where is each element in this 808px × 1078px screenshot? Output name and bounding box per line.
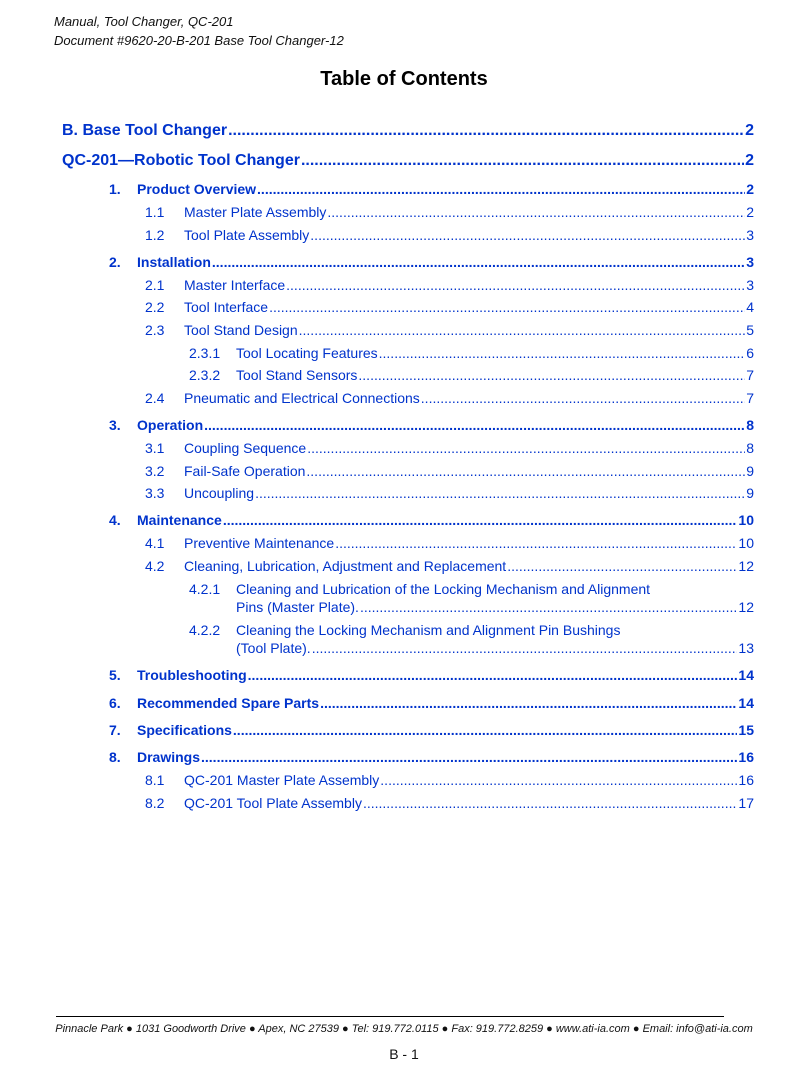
footer-divider <box>56 1016 724 1017</box>
toc-entry-page: 12 <box>738 599 754 615</box>
toc-entry-number: 2.2 <box>145 299 165 315</box>
toc-entry-4-2-1-line1[interactable] <box>189 581 650 597</box>
toc-entry-1[interactable] <box>109 181 754 197</box>
toc-entry-page: 2 <box>745 152 754 169</box>
toc-entry-label: Tool Stand Design <box>184 322 298 338</box>
toc-leader <box>380 772 737 788</box>
toc-entry-number: 6. <box>109 695 121 711</box>
toc-entry-2-3-1[interactable] <box>189 345 754 361</box>
toc-entry-page: 4 <box>746 299 754 315</box>
toc-entry-label: Installation <box>137 254 211 270</box>
toc-entry-label: QC-201—Robotic Tool Changer <box>62 152 300 169</box>
toc-entry-label: Cleaning the Locking Mechanism and Alignment Pin Bushings <box>236 622 621 638</box>
toc-leader <box>212 254 745 270</box>
toc-entry-label: Operation <box>137 417 204 433</box>
toc-entry-3[interactable] <box>109 417 754 433</box>
toc-leader <box>335 535 737 551</box>
toc-leader <box>306 463 745 479</box>
toc-entry-number: 4.1 <box>145 535 165 551</box>
toc-entry-label: (Tool Plate). <box>236 640 311 656</box>
toc-entry-8[interactable] <box>109 749 754 765</box>
toc-leader <box>301 152 744 170</box>
toc-entry-page: 14 <box>738 695 754 711</box>
toc-entry-label: Uncoupling <box>184 485 255 501</box>
toc-entry-number: 4.2 <box>145 558 165 574</box>
toc-entry-4-2-1-line2[interactable] <box>236 599 754 615</box>
toc-entry-label: Product Overview <box>137 181 257 197</box>
footer-contact: Pinnacle Park ● 1031 Goodworth Drive ● Apex, NC 27539 ● Tel: 919.772.0115 ● Fax: 919.772.8259 ● www.ati-ia.com ● Email: info@ati-ia.com <box>55 1023 753 1035</box>
toc-entry-page: 7 <box>746 390 754 406</box>
page-title: Table of Contents <box>320 68 488 90</box>
toc-entry-2-1[interactable] <box>145 277 754 293</box>
toc-entry-base-tool-changer[interactable] <box>62 122 754 140</box>
toc-entry-page: 17 <box>738 795 754 811</box>
toc-entry-4-2-2-line1[interactable] <box>189 622 620 638</box>
toc-entry-page: 9 <box>746 463 754 479</box>
toc-entry-number: 3. <box>109 417 121 433</box>
toc-leader <box>507 558 737 574</box>
toc-entry-number: 8.1 <box>145 772 165 788</box>
toc-entry-6[interactable] <box>109 695 754 711</box>
toc-entry-number: 1.1 <box>145 204 165 220</box>
toc-entry-number: 3.3 <box>145 485 165 501</box>
toc-entry-4-1[interactable] <box>145 535 754 551</box>
toc-leader <box>233 722 738 738</box>
toc-entry-4-2[interactable] <box>145 558 754 574</box>
toc-entry-label: Recommended Spare Parts <box>137 695 320 711</box>
toc-entry-label: Specifications <box>137 722 232 738</box>
toc-entry-number: 1.2 <box>145 227 165 243</box>
toc-entry-qc201[interactable] <box>62 152 754 170</box>
toc-entry-2[interactable] <box>109 254 754 270</box>
toc-entry-number: 7. <box>109 722 121 738</box>
toc-entry-page: 2 <box>746 181 754 197</box>
toc-entry-number: 3.2 <box>145 463 165 479</box>
toc-entry-label: Tool Locating Features <box>236 345 378 361</box>
toc-entry-label: QC-201 Tool Plate Assembly <box>184 795 362 811</box>
toc-entry-number: 8.2 <box>145 795 165 811</box>
toc-leader <box>307 440 745 456</box>
toc-leader <box>255 485 745 501</box>
page-number: B - 1 <box>389 1046 419 1062</box>
toc-entry-page: 3 <box>746 277 754 293</box>
toc-entry-number: 5. <box>109 667 121 683</box>
toc-entry-page: 3 <box>746 227 754 243</box>
toc-leader <box>360 599 737 615</box>
toc-entry-page: 3 <box>746 254 754 270</box>
toc-entry-page: 8 <box>746 440 754 456</box>
toc-entry-label: Tool Interface <box>184 299 269 315</box>
toc-entry-label: QC-201 Master Plate Assembly <box>184 772 380 788</box>
toc-entry-4[interactable] <box>109 512 754 528</box>
toc-leader <box>312 640 738 656</box>
toc-entry-4-2-2-line2[interactable] <box>236 640 754 656</box>
toc-entry-page: 10 <box>738 535 754 551</box>
header-manual-title: Manual, Tool Changer, QC-201 <box>54 14 234 29</box>
toc-entry-page: 6 <box>746 345 754 361</box>
toc-leader <box>204 417 745 433</box>
toc-entry-number: 2.1 <box>145 277 165 293</box>
toc-entry-8-2[interactable] <box>145 795 754 811</box>
toc-entry-label: Pneumatic and Electrical Connections <box>184 390 420 406</box>
toc-entry-number: 2. <box>109 254 121 270</box>
toc-leader <box>299 322 746 338</box>
toc-leader <box>201 749 737 765</box>
toc-leader <box>363 795 737 811</box>
toc-leader <box>248 667 738 683</box>
toc-entry-number: 8. <box>109 749 121 765</box>
toc-entry-page: 8 <box>746 417 754 433</box>
toc-entry-7[interactable] <box>109 722 754 738</box>
toc-entry-label: Preventive Maintenance <box>184 535 335 551</box>
toc-entry-label: Master Plate Assembly <box>184 204 327 220</box>
toc-entry-page: 16 <box>738 772 754 788</box>
toc-leader <box>257 181 745 197</box>
toc-entry-page: 9 <box>746 485 754 501</box>
toc-entry-page: 13 <box>738 640 754 656</box>
toc-entry-label: Pins (Master Plate). <box>236 599 359 615</box>
toc-entry-page: 15 <box>738 722 754 738</box>
toc-entry-label: Fail-Safe Operation <box>184 463 306 479</box>
toc-entry-page: 7 <box>746 367 754 383</box>
toc-entry-number: 2.3 <box>145 322 165 338</box>
toc-entry-label: Cleaning, Lubrication, Adjustment and Replacement <box>184 558 507 574</box>
toc-leader <box>228 122 744 140</box>
header-document-number: Document #9620-20-B-201 Base Tool Changer-12 <box>54 33 344 48</box>
toc-leader <box>310 227 745 243</box>
toc-leader <box>286 277 745 293</box>
toc-leader <box>223 512 738 528</box>
toc-leader <box>327 204 745 220</box>
toc-entry-number: 4.2.1 <box>189 581 221 597</box>
toc-entry-label: Master Interface <box>184 277 286 293</box>
toc-entry-2-4[interactable] <box>145 390 754 406</box>
toc-entry-label: B. Base Tool Changer <box>62 122 228 139</box>
toc-entry-5[interactable] <box>109 667 754 683</box>
toc-leader <box>421 390 745 406</box>
toc-entry-page: 2 <box>746 204 754 220</box>
toc-leader <box>320 695 737 711</box>
toc-entry-3-3[interactable] <box>145 485 754 501</box>
toc-entry-1-1[interactable] <box>145 204 754 220</box>
toc-leader <box>269 299 745 315</box>
toc-entry-page: 2 <box>745 122 754 139</box>
toc-entry-2-2[interactable] <box>145 299 754 315</box>
toc-entry-page: 14 <box>738 667 754 683</box>
toc-entry-number: 4.2.2 <box>189 622 221 638</box>
toc-entry-1-2[interactable] <box>145 227 754 243</box>
toc-entry-page: 12 <box>738 558 754 574</box>
toc-entry-label: Coupling Sequence <box>184 440 307 456</box>
toc-leader <box>379 345 746 361</box>
toc-entry-3-2[interactable] <box>145 463 754 479</box>
toc-entry-page: 16 <box>738 749 754 765</box>
toc-entry-number: 1. <box>109 181 121 197</box>
toc-entry-label: Tool Plate Assembly <box>184 227 310 243</box>
toc-entry-8-1[interactable] <box>145 772 754 788</box>
toc-entry-number: 2.3.1 <box>189 345 221 361</box>
toc-entry-number: 2.3.2 <box>189 367 221 383</box>
toc-entry-label: Troubleshooting <box>137 667 247 683</box>
toc-entry-3-1[interactable] <box>145 440 754 456</box>
toc-entry-2-3[interactable] <box>145 322 754 338</box>
toc-entry-label: Drawings <box>137 749 201 765</box>
toc-entry-number: 2.4 <box>145 390 165 406</box>
toc-entry-page: 5 <box>746 322 754 338</box>
toc-entry-2-3-2[interactable] <box>189 367 754 383</box>
toc-entry-label: Tool Stand Sensors <box>236 367 358 383</box>
toc-entry-page: 10 <box>738 512 754 528</box>
toc-entry-label: Maintenance <box>137 512 222 528</box>
toc-entry-number: 4. <box>109 512 121 528</box>
toc-entry-label: Cleaning and Lubrication of the Locking Mechanism and Alignment <box>236 581 651 597</box>
toc-entry-number: 3.1 <box>145 440 165 456</box>
toc-leader <box>358 367 745 383</box>
